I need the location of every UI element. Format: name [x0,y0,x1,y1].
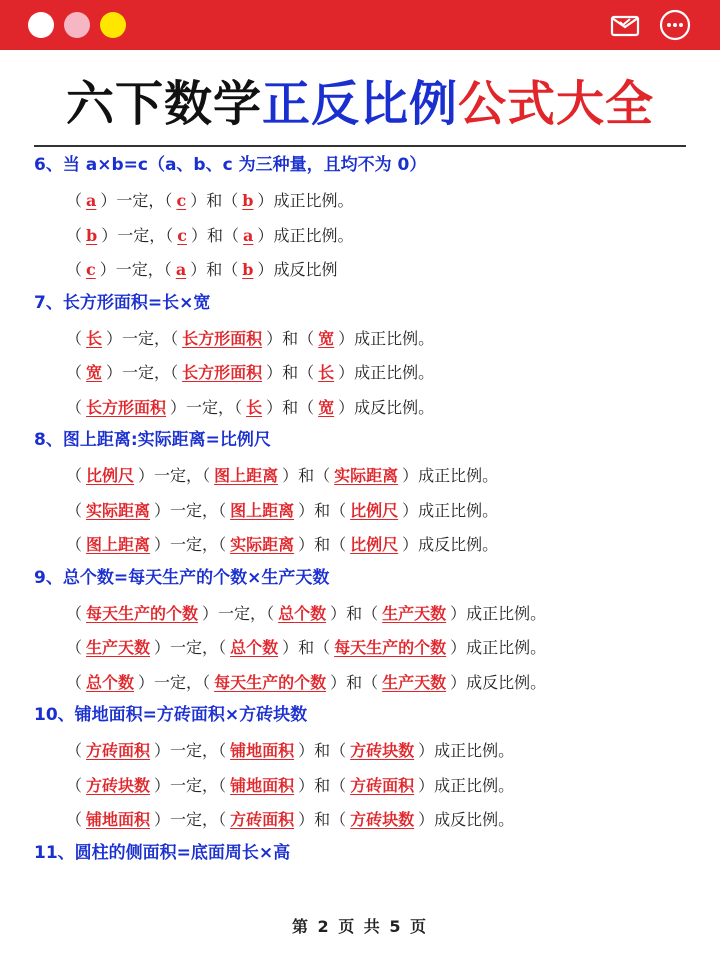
row-text: ） [99,260,116,279]
row-text: （ [330,775,347,795]
row-text: 成正比例。 [466,638,547,657]
answer-blank: a [86,191,97,210]
window-titlebar [0,0,720,50]
row-text: （ [218,775,227,795]
title-part-1: 六下数学 [65,76,262,132]
row-text: ） [101,225,118,245]
row-text: ） [170,397,187,417]
row-text: ） [298,500,315,520]
row-text: （ [218,741,227,760]
row-text: 成正比例。 [273,191,354,210]
row-text: ） [106,363,123,382]
formula-section [34,840,694,874]
row-text: 和 [207,225,224,245]
row-text: 一定， [170,638,219,657]
row-text: （ [222,260,239,279]
row-text: （ [170,363,179,382]
row-text: （ [218,535,227,554]
row-text: ） [266,363,283,382]
answer-blank: 宽 [86,363,103,382]
row-text: 成反比例。 [354,397,435,417]
answer-blank: 图上距离 [86,535,151,554]
row-text: （ [202,466,211,485]
answer-blank: 铺地面积 [86,810,151,829]
row-text: 和 [282,397,299,417]
row-text: （ [218,638,227,657]
section-heading: 6、当 a×b=c（a、b、c 为三种量，且均不为 0） [34,155,427,175]
row-text: 和 [298,638,315,657]
row-text: （ [164,191,173,210]
row-text: 和 [314,810,331,829]
row-text: （ [66,260,83,279]
row-text: （ [218,500,227,520]
row-text: 成正比例。 [434,775,515,795]
formula-row [34,461,694,496]
answer-blank: 生产天数 [382,672,447,692]
row-text: ） [257,260,274,279]
row-text: （ [362,672,379,692]
row-text: （ [66,672,83,692]
row-text: ） [338,363,355,382]
row-text: 和 [314,535,331,554]
answer-blank: 长方形面积 [86,397,167,417]
formula-row [34,393,694,428]
row-text: 一定， [122,328,171,348]
answer-blank: 方砖面积 [350,775,415,795]
row-text: 一定， [170,741,219,760]
title-part-2: 正反比例 [261,76,458,132]
formula-row [34,805,694,840]
answer-blank: 每天生产的个数 [214,672,327,692]
row-text: ） [100,191,117,210]
section-heading: 9、总个数=每天生产的个数×生产天数 [34,567,330,588]
answer-blank: b [86,225,98,245]
row-text: ） [402,535,419,554]
row-text: （ [298,363,315,382]
row-text: ） [138,466,155,485]
row-text: 成反比例。 [434,810,515,829]
row-text: 一定， [218,603,267,623]
row-text: 成正比例。 [434,741,515,760]
row-text: （ [66,603,83,623]
formula-row [34,771,694,806]
row-text: 和 [314,775,331,795]
more-icon[interactable] [658,8,692,42]
row-text: ） [338,397,355,417]
formula-row [34,599,694,634]
row-text: 成反比例。 [418,535,499,554]
row-text: ） [450,603,467,623]
formula-section [34,702,694,840]
formula-row [34,255,694,290]
formula-section [34,152,694,290]
row-text: 一定， [170,810,219,829]
row-text: ） [266,397,283,417]
row-text: （ [330,500,347,520]
row-text: ） [154,500,171,520]
answer-blank: 方砖块数 [350,741,415,760]
row-text: 成正比例。 [354,363,435,382]
row-text: 和 [314,500,331,520]
answer-blank: 比例尺 [350,500,399,520]
row-text: ） [154,638,171,657]
row-text: （ [266,603,275,623]
row-text: ） [154,810,171,829]
answer-blank: b [242,260,254,279]
row-text: ） [402,500,419,520]
answer-blank: 每天生产的个数 [86,603,199,623]
row-text: ） [154,741,171,760]
row-text: ） [154,535,171,554]
row-text: （ [66,775,83,795]
answer-blank: 实际距离 [334,466,399,485]
row-text: （ [330,741,347,760]
row-text: （ [66,500,83,520]
row-text: 一定， [170,500,219,520]
row-text: ） [266,328,283,348]
row-text: 一定， [116,191,165,210]
answer-blank: 铺地面积 [230,741,295,760]
row-text: ） [202,603,219,623]
row-text: ） [450,638,467,657]
row-text: ） [330,603,347,623]
row-text: （ [330,810,347,829]
row-text: （ [163,260,172,279]
formula-row [34,358,694,393]
row-text: 成正比例。 [466,603,547,623]
answer-blank: 方砖块数 [350,810,415,829]
row-text: ） [338,328,355,348]
answer-blank: a [243,225,254,245]
row-text: ） [257,225,274,245]
answer-blank: 长方形面积 [182,363,263,382]
answer-blank: 实际距离 [230,535,295,554]
row-text: 一定， [186,397,235,417]
row-text: （ [202,672,211,692]
mail-icon[interactable] [608,8,642,42]
row-text: （ [298,397,315,417]
answer-blank: 长 [246,397,263,417]
row-text: 和 [206,260,223,279]
row-text: （ [218,810,227,829]
answer-blank: 图上距离 [214,466,279,485]
section-heading: 7、长方形面积=长×宽 [34,292,211,313]
row-text: 和 [298,466,315,485]
answer-blank: 图上距离 [230,500,295,520]
row-text: ） [450,672,467,692]
window-dot-pink[interactable] [64,12,90,38]
title-part-3: 公式大全 [458,76,655,132]
answer-blank: 总个数 [230,638,279,657]
page-title [0,74,720,134]
answer-blank: 总个数 [86,672,135,692]
row-text: ） [418,810,435,829]
row-text: 一定， [115,260,164,279]
section-heading: 10、铺地面积=方砖面积×方砖块数 [34,705,308,725]
row-text: （ [298,328,315,348]
row-text: （ [66,535,83,554]
answer-blank: a [175,260,187,279]
formula-row [34,186,694,221]
answer-blank: 宽 [318,397,335,417]
section-heading: 11、圆柱的侧面积=底面周长×高 [34,842,291,863]
row-text: ） [154,775,171,795]
row-text: ） [330,672,347,692]
answer-blank: 总个数 [278,603,327,623]
answer-blank: 比例尺 [86,466,135,485]
row-text: 成正比例。 [418,466,499,485]
answer-blank: 长方形面积 [182,328,263,348]
answer-blank: 长 [318,363,335,382]
window-dot-white[interactable] [28,12,54,38]
row-text: ） [298,535,315,554]
row-text: ） [191,225,208,245]
answer-blank: 每天生产的个数 [334,638,447,657]
row-text: 和 [314,741,331,760]
row-text: （ [165,225,174,245]
row-text: ） [298,775,315,795]
formula-row [34,668,694,703]
row-text: （ [66,225,83,245]
row-text: （ [223,225,240,245]
formula-row [34,221,694,256]
row-text: 成正比例。 [273,225,354,245]
formula-section [34,427,694,565]
title-divider [34,145,686,147]
row-text: 成正比例。 [354,328,435,348]
answer-blank: 铺地面积 [230,775,295,795]
row-text: （ [362,603,379,623]
formula-list [34,152,694,874]
row-text: （ [314,638,331,657]
row-text: （ [66,363,83,382]
row-text: （ [66,810,83,829]
row-text: ） [190,260,207,279]
answer-blank: c [177,225,187,245]
row-text: ） [257,191,274,210]
answer-blank: 方砖面积 [86,741,151,760]
answer-blank: 长 [86,328,103,348]
row-text: 一定， [170,775,219,795]
row-text: （ [234,397,243,417]
row-text: （ [66,741,83,760]
row-text: ） [418,775,435,795]
row-text: 一定， [154,466,203,485]
formula-section [34,290,694,428]
row-text: ） [298,741,315,760]
row-text: ） [282,638,299,657]
row-text: 和 [346,603,363,623]
page-footer: 第 2 页 共 5 页 [291,917,429,936]
answer-blank: 方砖块数 [86,775,151,795]
answer-blank: 实际距离 [86,500,151,520]
row-text: （ [66,328,83,348]
row-text: 成反比例。 [466,672,547,692]
row-text: ） [418,741,435,760]
row-text: ） [282,466,299,485]
row-text: 一定， [122,363,171,382]
row-text: 成正比例。 [418,500,499,520]
answer-blank: 生产天数 [382,603,447,623]
answer-blank: b [242,191,254,210]
row-text: 和 [206,191,223,210]
row-text: （ [314,466,331,485]
row-text: 一定， [117,225,166,245]
answer-blank: c [86,260,96,279]
row-text: （ [330,535,347,554]
formula-row [34,496,694,531]
answer-blank: 生产天数 [86,638,151,657]
answer-blank: 比例尺 [350,535,399,554]
row-text: 一定， [170,535,219,554]
row-text: （ [66,191,83,210]
section-heading: 8、图上距离:实际距离=比例尺 [34,430,271,450]
answer-blank: 方砖面积 [230,810,295,829]
formula-row [34,736,694,771]
row-text: ） [138,672,155,692]
formula-row [34,633,694,668]
row-text: 和 [346,672,363,692]
row-text: 和 [282,328,299,348]
row-text: 成反比例 [273,260,338,279]
answer-blank: c [176,191,187,210]
row-text: ） [106,328,123,348]
row-text: （ [222,191,239,210]
row-text: ） [190,191,207,210]
row-text: 一定， [154,672,203,692]
row-text: （ [66,638,83,657]
formula-row [34,530,694,565]
row-text: 和 [282,363,299,382]
row-text: （ [66,397,83,417]
window-dot-yellow[interactable] [100,12,126,38]
row-text: （ [170,328,179,348]
formula-row [34,324,694,359]
row-text: ） [298,810,315,829]
answer-blank: 宽 [318,328,335,348]
row-text: ） [402,466,419,485]
formula-section [34,565,694,703]
row-text: （ [66,466,83,485]
